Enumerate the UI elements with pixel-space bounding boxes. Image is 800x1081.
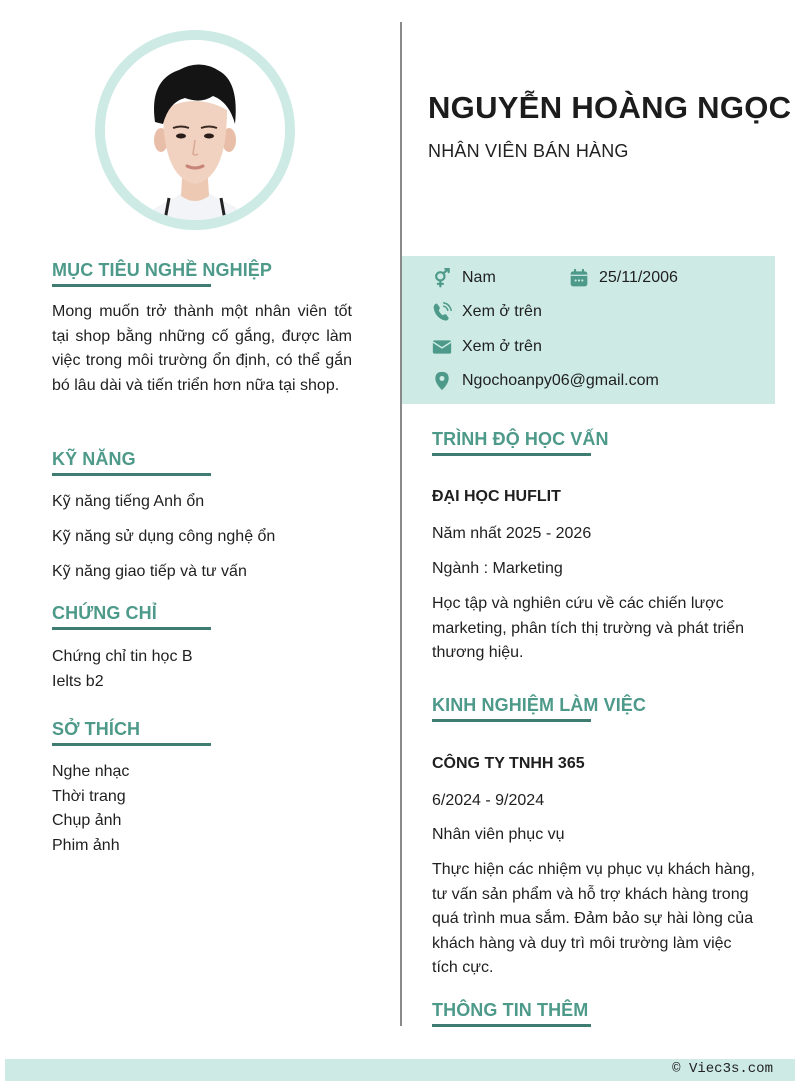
section-objective-heading xyxy=(52,259,372,287)
contact-address xyxy=(432,369,659,393)
objective-text: Mong muốn trở thành một nhân viên tốt tại shop bằng những cố gắng, được làm việc trong môi trường ổn định, có thể gắn bó lâu dài và tiến triển hơn nữa tại shop. xyxy=(52,303,352,394)
skills-list xyxy=(52,490,352,585)
section-underline xyxy=(432,453,591,456)
section-underline xyxy=(432,719,591,722)
education-description: Học tập và nghiên cứu về các chiến lược marketing, phân tích thị trường và phát triển thương hiệu. xyxy=(432,595,745,662)
email-icon xyxy=(432,337,452,357)
certificate-item: Ielts b2 xyxy=(52,672,104,690)
section-certificates-heading xyxy=(52,602,372,630)
candidate-name: NGUYỄN HOÀNG NGỌC xyxy=(428,90,792,125)
education-major: Ngành : Marketing xyxy=(432,560,563,577)
gender-value: Nam xyxy=(462,269,496,286)
contact-gender xyxy=(432,266,496,290)
avatar-photo xyxy=(105,40,285,220)
section-underline xyxy=(52,284,211,287)
avatar xyxy=(95,30,295,230)
section-underline xyxy=(432,1024,591,1027)
section-title: KỸ NĂNG xyxy=(52,449,136,469)
phone-icon xyxy=(432,302,452,322)
contact-info-box xyxy=(402,256,775,404)
gender-icon xyxy=(432,268,452,288)
section-underline xyxy=(52,473,211,476)
calendar-icon xyxy=(569,268,589,288)
experience-position: Nhân viên phục vụ xyxy=(432,826,565,843)
section-title: KINH NGHIỆM LÀM VIỆC xyxy=(432,695,647,715)
hobby-item: Phim ảnh xyxy=(52,836,120,854)
section-underline xyxy=(52,627,211,630)
hobby-item: Nghe nhạc xyxy=(52,763,130,780)
skill-item: Kỹ năng sử dụng công nghệ ổn xyxy=(52,528,276,546)
section-title: CHỨNG CHỈ xyxy=(52,603,157,623)
experience-company: CÔNG TY TNHH 365 xyxy=(432,755,585,772)
birthday-value: 25/11/2006 xyxy=(599,269,678,286)
contact-email xyxy=(432,335,542,359)
portrait-photo-icon xyxy=(105,40,285,220)
address-value: Ngochoanpy06@gmail.com xyxy=(462,372,659,389)
education-school: ĐẠI HỌC HUFLIT xyxy=(432,488,561,505)
column-divider xyxy=(400,22,402,1026)
education-period: Năm nhất 2025 - 2026 xyxy=(432,525,592,542)
section-title: MỤC TIÊU NGHỀ NGHIỆP xyxy=(52,260,273,280)
contact-phone xyxy=(432,300,542,324)
section-experience-heading xyxy=(432,694,752,722)
section-additional-heading xyxy=(432,999,752,1027)
section-title: SỞ THÍCH xyxy=(52,719,141,739)
section-education-heading xyxy=(432,428,752,456)
hobby-item: Chụp ảnh xyxy=(52,812,122,830)
hobbies-list xyxy=(52,760,352,858)
skill-item: Kỹ năng tiếng Anh ổn xyxy=(52,493,205,510)
section-title: TRÌNH ĐỘ HỌC VẤN xyxy=(432,429,609,449)
certificates-list xyxy=(52,645,352,694)
experience-description: Thực hiện các nhiệm vụ phục vụ khách hàng, tư vấn sản phẩm và hỗ trợ khách hàng trong quá trình mua sắm. Đảm bảo sự hài lòng của khách hàng và duy trì môi trường làm việc tích cực. xyxy=(432,861,755,977)
section-skills-heading xyxy=(52,448,372,476)
section-title: THÔNG TIN THÊM xyxy=(432,1000,589,1020)
phone-value: Xem ở trên xyxy=(462,303,542,320)
section-hobbies-heading xyxy=(52,718,372,746)
footer-copyright: © Viec3s.com xyxy=(672,1061,773,1077)
location-icon xyxy=(432,371,452,391)
job-title: NHÂN VIÊN BÁN HÀNG xyxy=(428,141,629,161)
experience-period: 6/2024 - 9/2024 xyxy=(432,792,545,809)
hobby-item: Thời trang xyxy=(52,787,126,805)
skill-item: Kỹ năng giao tiếp và tư vấn xyxy=(52,563,247,581)
email-value: Xem ở trên xyxy=(462,338,542,355)
certificate-item: Chứng chỉ tin học B xyxy=(52,648,193,665)
contact-birthday xyxy=(569,266,678,290)
footer-bar xyxy=(5,1059,795,1081)
section-underline xyxy=(52,743,211,746)
